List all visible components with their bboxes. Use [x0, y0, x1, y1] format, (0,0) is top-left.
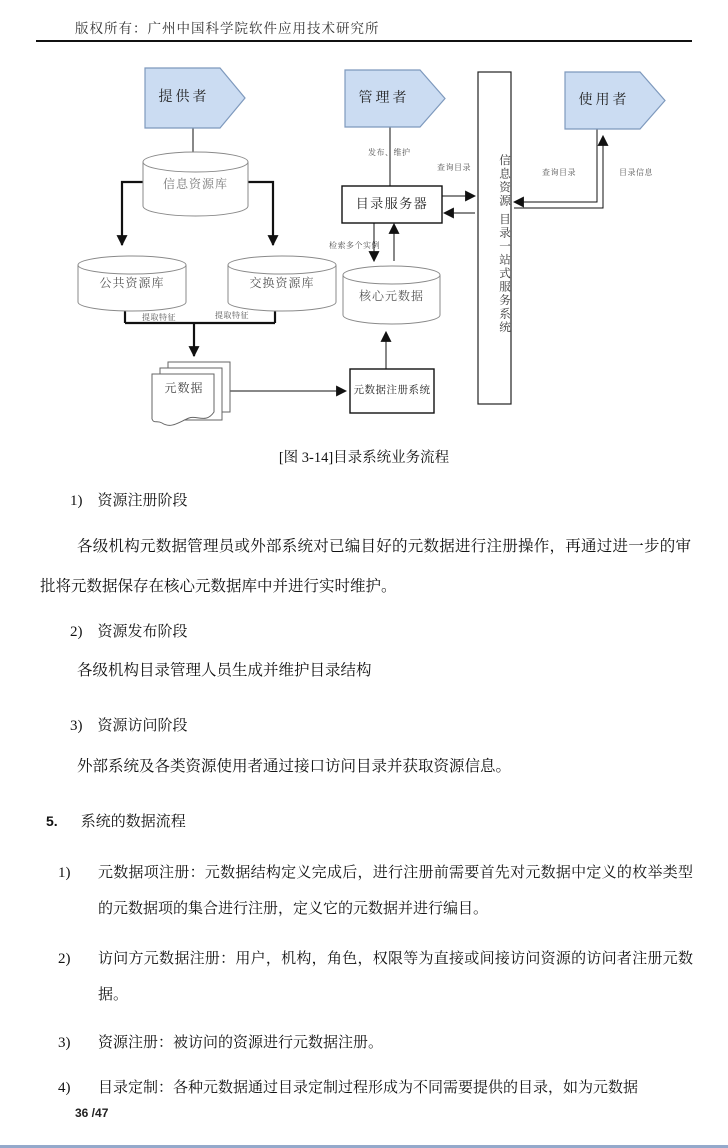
phase-2-paragraph: 各级机构目录管理人员生成并维护目录结构 [77, 662, 372, 679]
figure-caption: [图 3-14]目录系统业务流程 [278, 450, 450, 466]
copyright-header: 版权所有：广州中国科学院软件应用技术研究所 [75, 21, 380, 36]
dataflow-item-1 [58, 855, 693, 927]
dir-server-label: 目录服务器 [355, 196, 429, 211]
phase-3-number: 3) [70, 718, 83, 734]
provider-actor-label: 提供者 [158, 90, 210, 105]
extract-feature-label-1: 提取特征 [142, 313, 176, 322]
user-actor-label: 使用者 [578, 93, 630, 108]
dataflow-item-2-number: 2) [58, 951, 71, 967]
phase-2-heading [70, 620, 188, 641]
dataflow-item-4-number: 4) [58, 1080, 71, 1096]
dataflow-item-2-text: 访问方元数据注册：用户，机构，角色，权限等为直接或间接访问资源的访问者注册元数据。 [98, 951, 693, 1003]
edge-inforepo-publicrepo [122, 182, 143, 245]
extract-feature-label-2: 提取特征 [215, 311, 249, 320]
directory-system-flow-diagram [0, 0, 728, 470]
phase-1-paragraph: 各级机构元数据管理员或外部系统对已编目好的元数据进行注册操作，再通过进一步的审批将元数据保存在核心元数据库中并进行实时维护。 [40, 538, 691, 595]
section-5-title: 系统的数据流程 [80, 814, 186, 830]
info-repo-label: 信息资源库 [162, 177, 228, 191]
dataflow-item-2 [58, 941, 693, 1013]
dataflow-item-3-text: 资源注册：被访问的资源进行元数据注册。 [98, 1035, 384, 1051]
phase-2-title: 资源发布阶段 [97, 624, 188, 640]
edge-user-query-onestop [514, 129, 597, 202]
phase-3-title: 资源访问阶段 [97, 718, 188, 734]
exchange-repo-label: 交换资源库 [249, 276, 315, 290]
page-number: 36 /47 [75, 1106, 109, 1120]
phase-1-title: 资源注册阶段 [97, 493, 188, 509]
edge-inforepo-exchangerepo [248, 182, 273, 245]
section-5-heading [46, 810, 186, 831]
query-directory-admin-label: 查询目录 [437, 163, 471, 172]
meta-reg-system-label: 元数据注册系统 [353, 385, 431, 396]
publish-maintain-label: 发布、维护 [368, 148, 411, 157]
diagram-canvas [0, 0, 728, 470]
phase-2-number: 2) [70, 624, 83, 640]
manager-actor-label: 管理者 [358, 91, 410, 106]
section-5-number: 5. [46, 813, 58, 829]
search-instances-label: 检索多个实例 [329, 241, 380, 250]
directory-info-label: 目录信息 [619, 168, 653, 177]
core-metadata-label: 核心元数据 [358, 289, 424, 303]
dataflow-item-4-text: 目录定制：各种元数据通过目录定制过程形成为不同需要提供的目录，如为元数据 [98, 1080, 639, 1096]
dataflow-item-4 [58, 1070, 693, 1106]
dataflow-item-3-number: 3) [58, 1035, 71, 1051]
phase-1-heading [70, 489, 188, 510]
dataflow-item-1-text: 元数据项注册：元数据结构定义完成后，进行注册前需要首先对元数据中定义的枚举类型的元数据项的集合进行注册，定义它的元数据并进行编目。 [98, 865, 693, 917]
public-repo-label: 公共资源库 [99, 276, 165, 290]
metadata-doc-label: 元数据 [164, 381, 204, 395]
dataflow-item-3 [58, 1025, 693, 1061]
dataflow-item-1-number: 1) [58, 865, 71, 881]
phase-1-number: 1) [70, 493, 83, 509]
phase-3-heading [70, 714, 188, 735]
onestop-system-label: 信息资源 目录一站式服务系统 [498, 153, 510, 335]
phase-3-paragraph: 外部系统及各类资源使用者通过接口访问目录并获取资源信息。 [77, 758, 512, 775]
query-directory-user-label: 查询目录 [542, 168, 576, 177]
